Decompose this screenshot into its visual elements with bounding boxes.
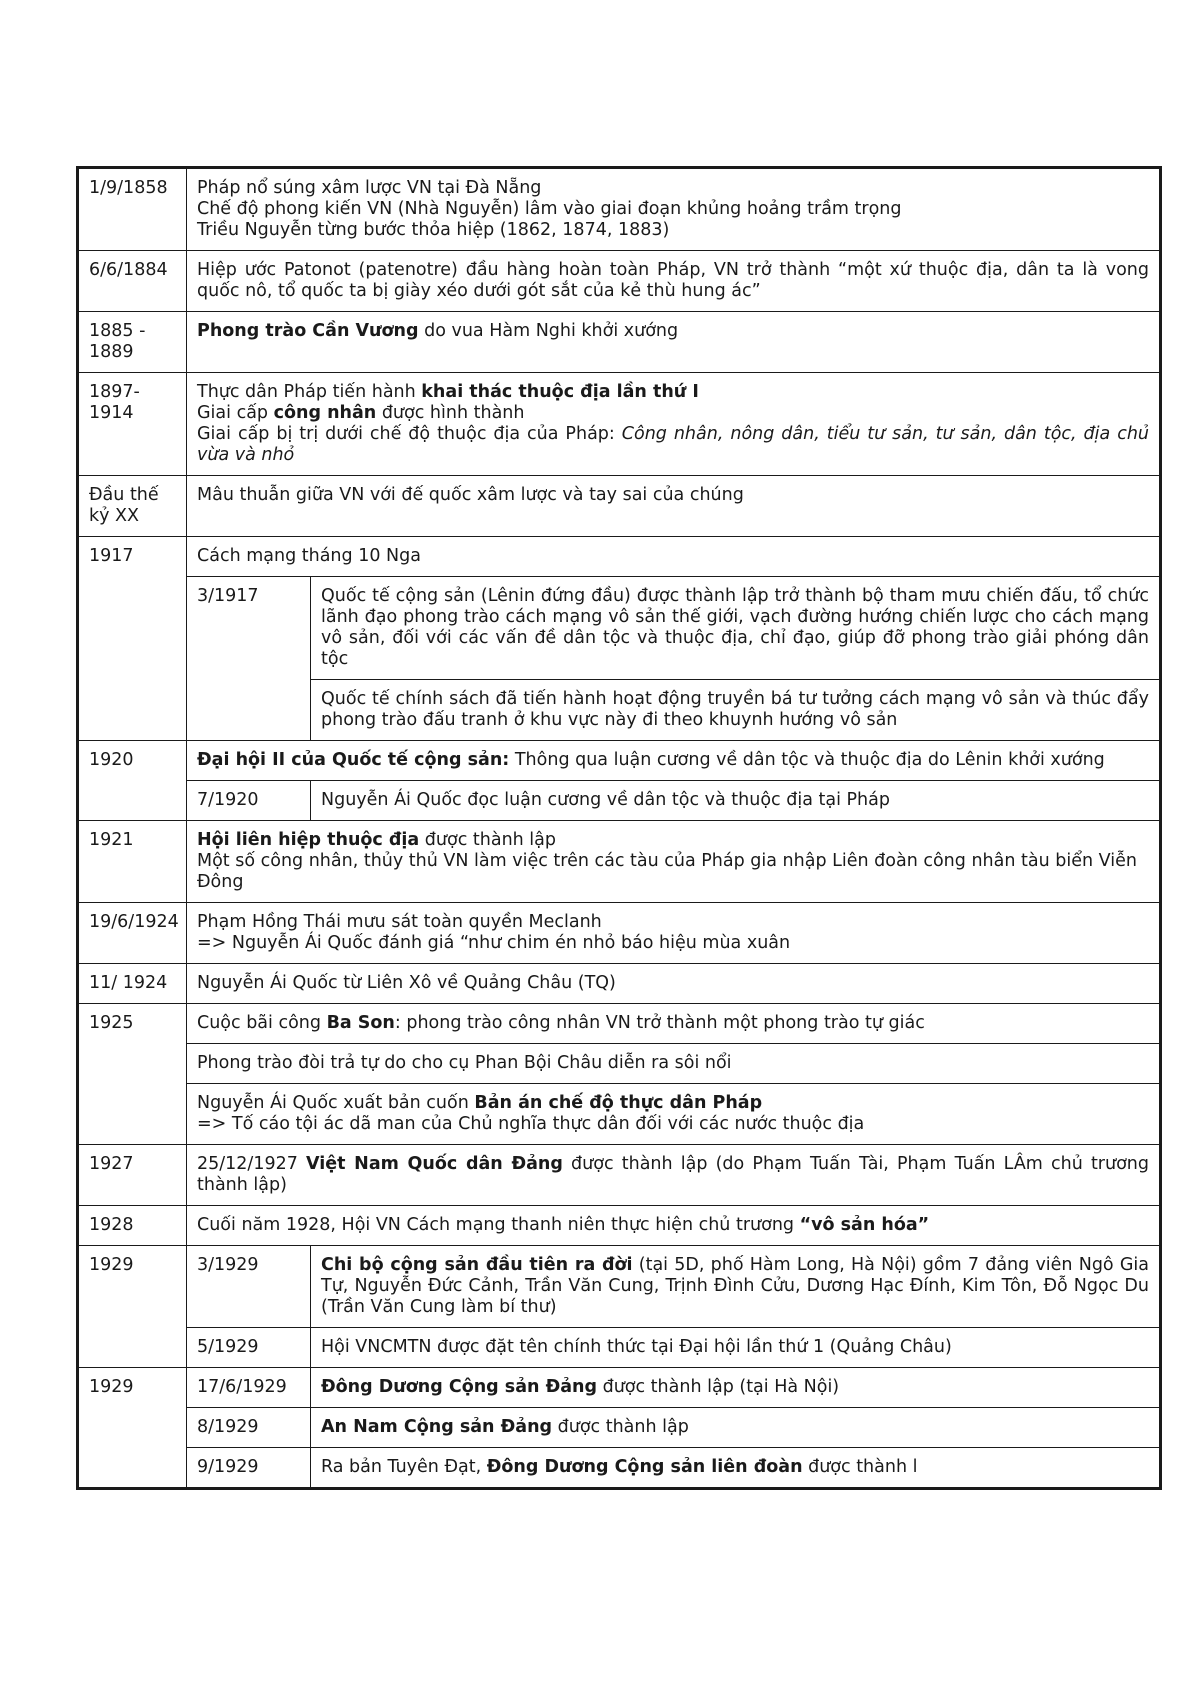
table-row (78, 1206, 1161, 1246)
table-row (78, 1368, 1161, 1408)
event-line (197, 403, 1149, 424)
event-cell (187, 373, 1161, 476)
event-text: được thành lập (do Phạm Tuấn Tài, Phạm Tuấn LÂm chủ trương thành lập) (197, 1154, 1149, 1195)
date-cell: 1917 (78, 537, 187, 741)
event-cell (187, 1004, 1161, 1044)
event-text: được thành lập (tại Hà Nội) (597, 1377, 840, 1397)
event-title: Ba Son (326, 1013, 395, 1033)
event-line (197, 424, 1149, 466)
event-text: Cuộc bãi công (197, 1013, 327, 1033)
event-title: An Nam Cộng sản Đảng (321, 1417, 553, 1437)
sub-date-cell: 7/1920 (187, 781, 311, 821)
event-title: Đại hội II của Quốc tế cộng sản: (197, 750, 510, 770)
event-line: => Nguyễn Ái Quốc đánh giá “như chim én nhỏ báo hiệu mùa xuân (197, 933, 791, 953)
event-text: : phong trào công nhân VN trở thành một phong trào tự giác (394, 1013, 925, 1033)
table-row (78, 312, 1161, 373)
table-row (78, 251, 1161, 312)
date-cell: 1/9/1858 (78, 168, 187, 251)
timeline-table (76, 166, 1162, 1490)
event-title: công nhân (273, 403, 377, 423)
event-line: Triều Nguyễn từng bước thỏa hiệp (1862, 1874, 1883) (197, 220, 670, 240)
event-text: Nguyễn Ái Quốc xuất bản cuốn (197, 1093, 475, 1113)
sub-date-cell: 9/1929 (187, 1448, 311, 1489)
sub-event-cell (311, 1368, 1161, 1408)
book-title: Bản án chế độ thực dân Pháp (474, 1093, 763, 1113)
event-cell (187, 1084, 1161, 1145)
event-title: Đông Dương Cộng sản Đảng (321, 1377, 598, 1397)
event-line: Pháp nổ súng xâm lược VN tại Đà Nẵng (197, 178, 542, 198)
event-cell: Hiệp ước Patonot (patenotre) đầu hàng hoàn toàn Pháp, VN trở thành “một xứ thuộc địa, dân ta là vong quốc nô, tổ quốc ta bị giày xéo dưới gót sắt của kẻ thù hung ác” (187, 251, 1161, 312)
sub-event-cell (311, 1246, 1161, 1328)
event-text: được thành lập (552, 1417, 689, 1437)
table-row (78, 964, 1161, 1004)
event-cell: Nguyễn Ái Quốc từ Liên Xô về Quảng Châu (TQ) (187, 964, 1161, 1004)
event-cell: Cách mạng tháng 10 Nga (187, 537, 1161, 577)
date-cell: 1920 (78, 741, 187, 821)
event-text: Cuối năm 1928, Hội VN Cách mạng thanh niên thực hiện chủ trương (197, 1215, 800, 1235)
date-cell: 1897-1914 (78, 373, 187, 476)
sub-date-cell: 8/1929 (187, 1408, 311, 1448)
event-text: Giai cấp (197, 403, 274, 423)
event-text: (tại 5D, phố Hàm Long, Hà Nội) gồm 7 đảng viên Ngô Gia Tự, Nguyễn Đức Cảnh, Trần Văn Cung, Trịnh Đình Cửu, Dương Hạc Đính, Kim Tôn, Đỗ Ngọc Du (Trần Văn Cung làm bí thư) (321, 1255, 1149, 1317)
event-line (197, 1093, 1149, 1114)
table-row (78, 781, 1161, 821)
sub-date-cell: 17/6/1929 (187, 1368, 311, 1408)
table-row (78, 741, 1161, 781)
date-cell: 1885 - 1889 (78, 312, 187, 373)
sub-event-cell: Nguyễn Ái Quốc đọc luận cương về dân tộc và thuộc địa tại Pháp (311, 781, 1161, 821)
event-cell (187, 168, 1161, 251)
table-row (78, 1004, 1161, 1044)
event-cell: Phong trào đòi trả tự do cho cụ Phan Bội Châu diễn ra sôi nổi (187, 1044, 1161, 1084)
table-row (78, 1044, 1161, 1084)
event-title: Phong trào Cần Vương (197, 321, 419, 341)
date-cell: Đầu thế kỷ XX (78, 476, 187, 537)
event-text: Thực dân Pháp tiến hành (197, 382, 422, 402)
event-line: Một số công nhân, thủy thủ VN làm việc trên các tàu của Pháp gia nhập Liên đoàn công nhân tàu biển Viễn Đông (197, 851, 1137, 892)
date-cell: 1929 (78, 1368, 187, 1489)
event-text: 25/12/1927 (197, 1154, 307, 1174)
event-text: do vua Hàm Nghi khởi xướng (418, 321, 679, 341)
event-text: được hình thành (376, 403, 525, 423)
event-title: Việt Nam Quốc dân Đảng (306, 1154, 563, 1174)
date-cell: 6/6/1884 (78, 251, 187, 312)
event-title: Đông Dương Cộng sản liên đoàn (486, 1457, 803, 1477)
table-row (78, 1408, 1161, 1448)
table-row (78, 1448, 1161, 1489)
event-cell (187, 1206, 1161, 1246)
event-line: => Tố cáo tội ác dã man của Chủ nghĩa thực dân đối với các nước thuộc địa (197, 1114, 865, 1134)
event-line (197, 830, 1149, 851)
sub-event-cell: Quốc tế cộng sản (Lênin đứng đầu) được thành lập trở thành bộ tham mưu chiến đấu, tổ chức lãnh đạo phong trào cách mạng vô sản thế giới, vạch đường hướng chiến lược cho cách mạng vô sản, đối với các vấn đề dân tộc và thuộc địa, chỉ đạo, giúp đỡ phong trào giải phóng dân tộc (311, 577, 1161, 680)
date-cell: 1921 (78, 821, 187, 903)
sub-event-cell: Quốc tế chính sách đã tiến hành hoạt động truyền bá tư tưởng cách mạng vô sản và thúc đẩy phong trào đấu tranh ở khu vực này đi theo khuynh hướng vô sản (311, 680, 1161, 741)
date-cell: 19/6/1924 (78, 903, 187, 964)
table-row (78, 373, 1161, 476)
date-cell: 1925 (78, 1004, 187, 1145)
table-row (78, 821, 1161, 903)
table-row (78, 1145, 1161, 1206)
event-cell (187, 903, 1161, 964)
table-row (78, 1084, 1161, 1145)
date-cell: 1928 (78, 1206, 187, 1246)
sub-date-cell: 3/1917 (187, 577, 311, 741)
event-cell (187, 312, 1161, 373)
event-cell (187, 821, 1161, 903)
event-title: “vô sản hóa” (799, 1215, 930, 1235)
table-row (78, 903, 1161, 964)
sub-date-cell: 5/1929 (187, 1328, 311, 1368)
event-line (197, 382, 1149, 403)
date-cell: 1929 (78, 1246, 187, 1368)
table-row (78, 1246, 1161, 1328)
event-cell: Mâu thuẫn giữa VN với đế quốc xâm lược và tay sai của chúng (187, 476, 1161, 537)
table-row (78, 168, 1161, 251)
sub-event-cell (311, 1448, 1161, 1489)
sub-date-cell: 3/1929 (187, 1246, 311, 1328)
sub-event-cell: Hội VNCMTN được đặt tên chính thức tại Đại hội lần thứ 1 (Quảng Châu) (311, 1328, 1161, 1368)
event-text: Ra bản Tuyên Đạt, (321, 1457, 487, 1477)
event-cell (187, 1145, 1161, 1206)
event-title: khai thác thuộc địa lần thứ I (421, 382, 699, 402)
event-line: Phạm Hồng Thái mưu sát toàn quyền Meclanh (197, 912, 602, 932)
class-list: Công nhân, nông dân, tiểu tư sản, tư sản, dân tộc, địa chủ vừa và nhỏ (197, 424, 1150, 465)
event-line: Chế độ phong kiến VN (Nhà Nguyễn) lâm vào giai đoạn khủng hoảng trầm trọng (197, 199, 902, 219)
table-row (78, 577, 1161, 680)
event-title: Hội liên hiệp thuộc địa (197, 830, 420, 850)
date-cell: 1927 (78, 1145, 187, 1206)
event-cell (187, 741, 1161, 781)
table-row (78, 537, 1161, 577)
event-text: được thành lập (419, 830, 557, 850)
event-text: được thành l (802, 1457, 918, 1477)
date-cell: 11/ 1924 (78, 964, 187, 1004)
sub-event-cell (311, 1408, 1161, 1448)
table-row (78, 1328, 1161, 1368)
event-text: Thông qua luận cương về dân tộc và thuộc địa do Lênin khởi xướng (509, 750, 1105, 770)
event-title: Chi bộ cộng sản đầu tiên ra đời (321, 1255, 633, 1275)
table-row (78, 476, 1161, 537)
event-text: Giai cấp bị trị dưới chế độ thuộc địa của Pháp: (197, 424, 622, 444)
